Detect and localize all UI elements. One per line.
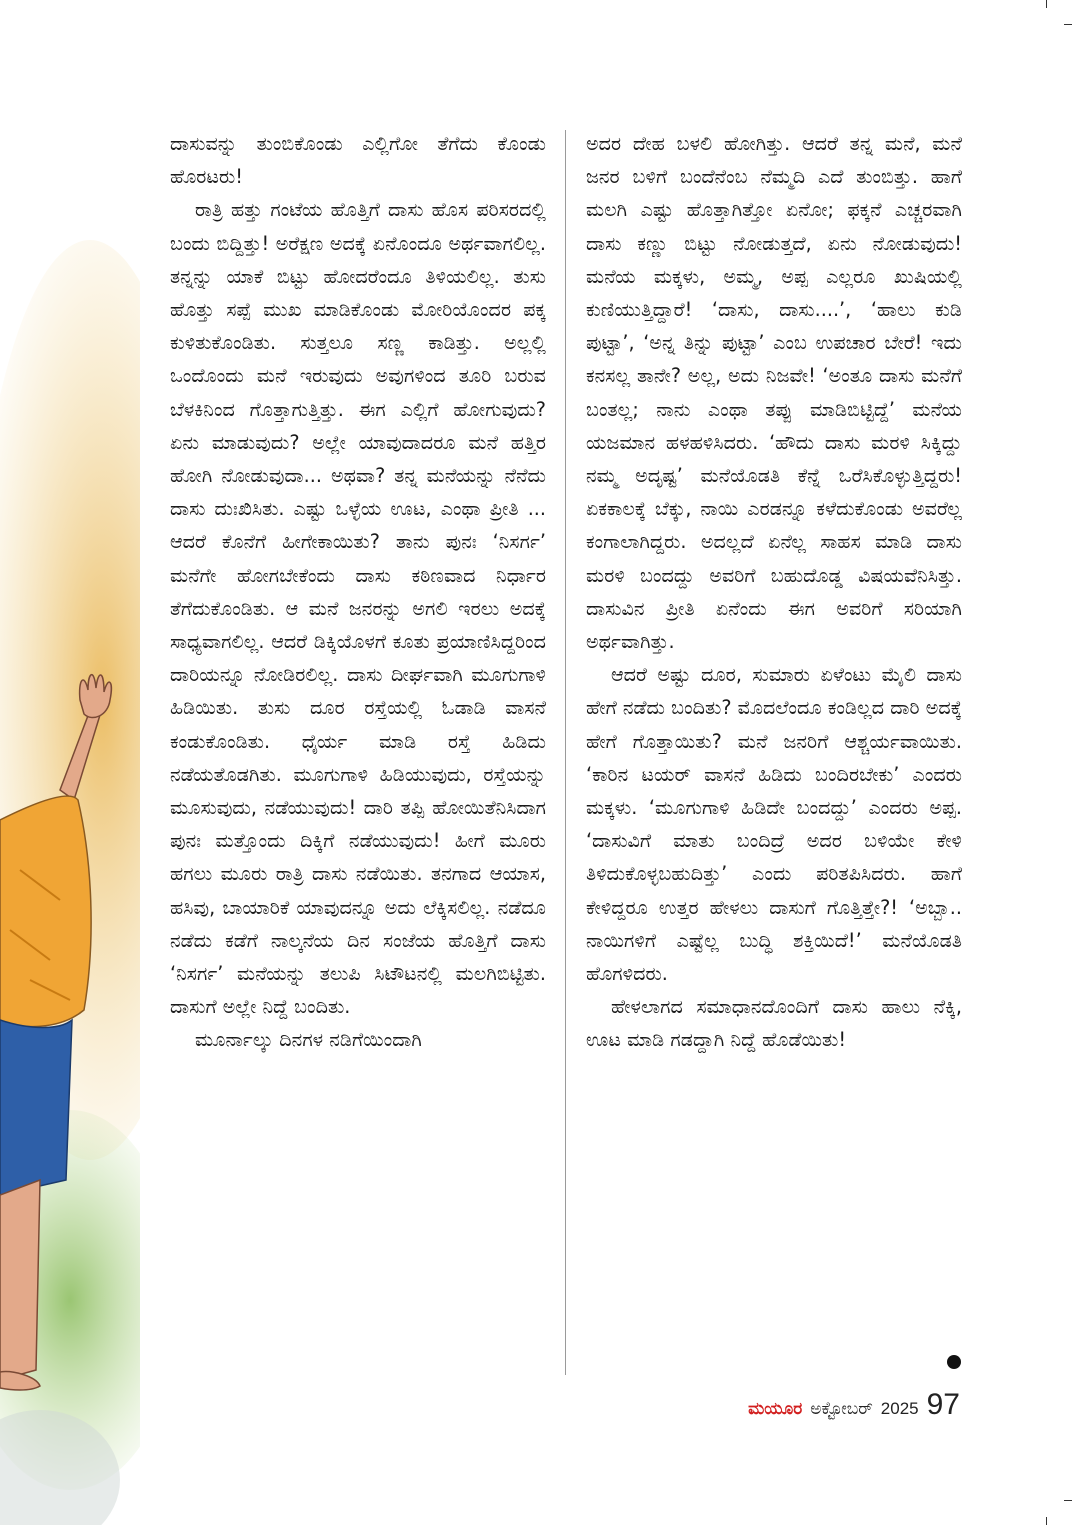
page-number: 97 (926, 1388, 960, 1421)
story-illustration (0, 0, 140, 1525)
crop-mark (1046, 1517, 1047, 1525)
paragraph: ಮೂರ್ನಾಲ್ಕು ದಿನಗಳ ನಡಿಗೆಯಿಂದಾಗಿ (194, 1028, 422, 1052)
paragraph: ಅದರ ದೇಹ ಬಳಲಿ ಹೋಗಿತ್ತು. ಆದರೆ ತನ್ನ ಮನೆ, ಮನೆ ಜನರ ಬಳಿಗೆ ಬಂದೆನೆಂಬ ನೆಮ್ಮದಿ ಎದೆ ತುಂಬಿತ್ತು. ಹಾಗೆ ಮಲಗಿ ಎಷ್ಟು ಹೊತ್ತಾಗಿತ್ತೋ ಏನೋ; ಫಕ್ಕನೆ ಎಚ್ಚರವಾಗಿ ದಾಸು ಕಣ್ಣು ಬಿಟ್ಟು ನೋಡುತ್ತದೆ, ಏನು ನೋಡುವುದು! ಮನೆಯ ಮಕ್ಕಳು, ಅಮ್ಮ, ಅಪ್ಪ ಎಲ್ಲರೂ ಖುಷಿಯಲ್ಲಿ ಕುಣಿಯುತ್ತಿದ್ದಾರೆ! ‘ದಾಸು, ದಾಸು....’, ‘ಹಾಲು ಕುಡಿ ಪುಟ್ಟಾ’, ‘ಅನ್ನ ತಿನ್ನು ಪುಟ್ಟಾ’ ಎಂಬ ಉಪಚಾರ ಬೇರೆ! ಇದು ಕನಸಲ್ಲ ತಾನೇ? ಅಲ್ಲ, ಅದು ನಿಜವೇ! ‘ಅಂತೂ ದಾಸು ಮನೆಗೆ ಬಂತಲ್ಲ; ನಾನು ಎಂಥಾ ತಪ್ಪು ಮಾಡಿಬಿಟ್ಟಿದ್ದೆ’ ಮನೆಯ ಯಜಮಾನ ಹಳಹಳಿಸಿದರು. ‘ಹೌದು ದಾಸು ಮರಳಿ ಸಿಕ್ಕಿದ್ದು ನಮ್ಮ ಅದೃಷ್ಟ’ ಮನೆಯೊಡತಿ ಕೆನ್ನೆ ಒರೆಸಿಕೊಳ್ಳುತ್ತಿದ್ದರು! ಏಕಕಾಲಕ್ಕೆ ಬೆಕ್ಕು, ನಾಯಿ ಎರಡನ್ನೂ ಕಳೆದುಕೊಂಡು ಅವರೆಲ್ಲ ಕಂಗಾಲಾಗಿದ್ದರು. ಅದಲ್ಲದೆ ಏನೆಲ್ಲ ಸಾಹಸ ಮಾಡಿ ದಾಸು ಮರಳಿ ಬಂದದ್ದು ಅವರಿಗೆ ಬಹುದೊಡ್ಡ ವಿಷಯವೆನಿಸಿತ್ತು. ದಾಸುವಿನ ಪ್ರೀತಿ ಏನೆಂದು ಈಗ ಅವರಿಗೆ ಸರಿಯಾಗಿ ಅರ್ಥವಾಗಿತ್ತು. (586, 132, 962, 654)
article-column-left (170, 127, 546, 1057)
paragraph: ರಾತ್ರಿ ಹತ್ತು ಗಂಟೆಯ ಹೊತ್ತಿಗೆ ದಾಸು ಹೊಸ ಪರಿಸರದಲ್ಲಿ ಬಂದು ಬಿದ್ದಿತ್ತು! ಅರೆಕ್ಷಣ ಅದಕ್ಕೆ ಏನೊಂದೂ ಅರ್ಥವಾಗಲಿಲ್ಲ. ತನ್ನನ್ನು ಯಾಕೆ ಬಿಟ್ಟು ಹೋದರೆಂದೂ ತಿಳಿಯಲಿಲ್ಲ. ತುಸು ಹೊತ್ತು ಸಪ್ಪೆ ಮುಖ ಮಾಡಿಕೊಂಡು ಮೋರಿಯೊಂದರ ಪಕ್ಕ ಕುಳಿತುಕೊಂಡಿತು. ಸುತ್ತಲೂ ಸಣ್ಣ ಕಾಡಿತ್ತು. ಅಲ್ಲಲ್ಲಿ ಒಂದೊಂದು ಮನೆ ಇರುವುದು ಅವುಗಳಿಂದ ತೂರಿ ಬರುವ ಬೆಳಕಿನಿಂದ ಗೊತ್ತಾಗುತ್ತಿತ್ತು. ಈಗ ಎಲ್ಲಿಗೆ ಹೋಗುವುದು? ಏನು ಮಾಡುವುದು? ಅಲ್ಲೇ ಯಾವುದಾದರೂ ಮನೆ ಹತ್ತಿರ ಹೋಗಿ ನೋಡುವುದಾ... ಅಥವಾ? ತನ್ನ ಮನೆಯನ್ನು ನೆನೆದು ದಾಸು ದುಃಖಿಸಿತು. ಎಷ್ಟು ಒಳ್ಳೆಯ ಊಟ, ಎಂಥಾ ಪ್ರೀತಿ ... ಆದರೆ ಕೊನೆಗೆ ಹೀಗೇಕಾಯಿತು? ತಾನು ಪುನಃ ‘ನಿಸರ್ಗ’ ಮನೆಗೇ ಹೋಗಬೇಕೆಂದು ದಾಸು ಕಠಿಣವಾದ ನಿರ್ಧಾರ ತೆಗೆದುಕೊಂಡಿತು. ಆ ಮನೆ ಜನರನ್ನು ಅಗಲಿ ಇರಲು ಅದಕ್ಕೆ ಸಾಧ್ಯವಾಗಲಿಲ್ಲ. ಆದರೆ ಡಿಕ್ಕಿಯೊಳಗೆ ಕೂತು ಪ್ರಯಾಣಿಸಿದ್ದರಿಂದ ದಾರಿಯನ್ನೂ ನೋಡಿರಲಿಲ್ಲ. ದಾಸು ದೀರ್ಘವಾಗಿ ಮೂಗುಗಾಳಿ ಹಿಡಿಯಿತು. ತುಸು ದೂರ ರಸ್ತೆಯಲ್ಲಿ ಓಡಾಡಿ ವಾಸನೆ ಕಂಡುಕೊಂಡಿತು. ಧೈರ್ಯ ಮಾಡಿ ರಸ್ತೆ ಹಿಡಿದು ನಡೆಯತೊಡಗಿತು. ಮೂಗುಗಾಳಿ ಹಿಡಿಯುವುದು, ರಸ್ತೆಯನ್ನು ಮೂಸುವುದು, ನಡೆಯುವುದು! ದಾರಿ ತಪ್ಪಿ ಹೋಯಿತೆನಿಸಿದಾಗ ಪುನಃ ಮತ್ತೊಂದು ದಿಕ್ಕಿಗೆ ನಡೆಯುವುದು! ಹೀಗೆ ಮೂರು ಹಗಲು ಮೂರು ರಾತ್ರಿ ದಾಸು ನಡೆಯಿತು. ತನಗಾದ ಆಯಾಸ, ಹಸಿವು, ಬಾಯಾರಿಕೆ ಯಾವುದನ್ನೂ ಅದು ಲೆಕ್ಕಿಸಲಿಲ್ಲ. ನಡೆದೂ ನಡೆದು ಕಡೆಗೆ ನಾಲ್ಕನೆಯ ದಿನ ಸಂಜೆಯ ಹೊತ್ತಿಗೆ ದಾಸು ‘ನಿಸರ್ಗ’ ಮನೆಯನ್ನು ತಲುಪಿ ಸಿಟೌಟನಲ್ಲಿ ಮಲಗಿಬಿಟ್ಟಿತು. ದಾಸುಗೆ ಅಲ್ಲೇ ನಿದ್ದೆ ಬಂದಿತು. (170, 198, 546, 1019)
paragraph: ದಾಸುವನ್ನು ತುಂಬಿಕೊಂಡು ಎಲ್ಲಿಗೋ ತೆಗೆದು ಕೊಂಡು ಹೊರಟರು! (170, 132, 546, 189)
issue-month: ಅಕ್ಟೋಬರ್ (810, 1399, 873, 1419)
column-divider (565, 130, 566, 1375)
paragraph: ಆದರೆ ಅಷ್ಟು ದೂರ, ಸುಮಾರು ಏಳೆಂಟು ಮೈಲಿ ದಾಸು ಹೇಗೆ ನಡೆದು ಬಂದಿತು? ಮೊದಲೆಂದೂ ಕಂಡಿಲ್ಲದ ದಾರಿ ಅದಕ್ಕೆ ಹೇಗೆ ಗೊತ್ತಾಯಿತು? ಮನೆ ಜನರಿಗೆ ಆಶ್ಚರ್ಯವಾಯಿತು. ‘ಕಾರಿನ ಟಯರ್ ವಾಸನೆ ಹಿಡಿದು ಬಂದಿರಬೇಕು’ ಎಂದರು ಮಕ್ಕಳು. ‘ಮೂಗುಗಾಳಿ ಹಿಡಿದೇ ಬಂದದ್ದು’ ಎಂದರು ಅಪ್ಪ. ‘ದಾಸುವಿಗೆ ಮಾತು ಬಂದಿದ್ರೆ ಅದರ ಬಳಿಯೇ ಕೇಳಿ ತಿಳಿದುಕೊಳ್ಳಬಹುದಿತ್ತು’ ಎಂದು ಪರಿತಪಿಸಿದರು. ಹಾಗೆ ಕೇಳಿದ್ದರೂ ಉತ್ತರ ಹೇಳಲು ದಾಸುಗೆ ಗೊತ್ತಿತ್ತೇ?! ‘ಅಬ್ಬಾ.. ನಾಯಿಗಳಿಗೆ ಎಷ್ಟೆಲ್ಲ ಬುದ್ಧಿ ಶಕ್ತಿಯಿದೆ!’ ಮನೆಯೊಡತಿ ಹೊಗಳಿದರು. (586, 663, 962, 986)
crop-mark (1064, 24, 1072, 25)
article-column-right (586, 127, 962, 1057)
crop-mark (1046, 0, 1047, 8)
issue-year: 2025 (880, 1399, 919, 1418)
end-of-story-dot-icon (947, 1355, 961, 1369)
paragraph: ಹೇಳಲಾಗದ ಸಮಾಧಾನದೊಂದಿಗೆ ದಾಸು ಹಾಲು ನೆಕ್ಕಿ, ಊಟ ಮಾಡಿ ಗಡದ್ದಾಗಿ ನಿದ್ದೆ ಹೊಡೆಯಿತು! (586, 995, 962, 1052)
page-footer (748, 1388, 960, 1422)
magazine-name: ಮಯೂರ (748, 1399, 803, 1419)
crop-mark (1064, 1500, 1072, 1501)
